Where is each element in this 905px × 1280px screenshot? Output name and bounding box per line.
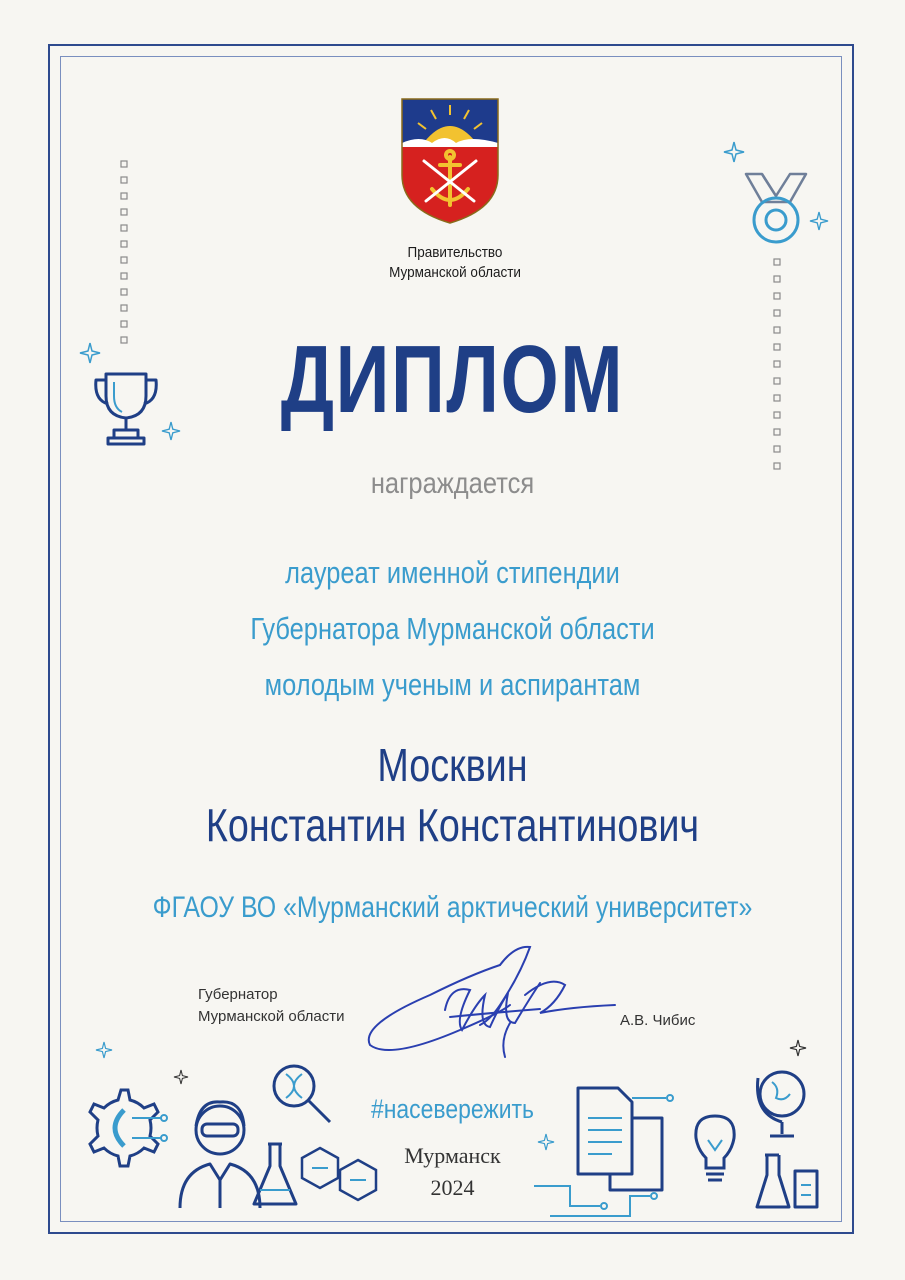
recipient-surname: Москвин: [377, 739, 528, 791]
year: 2024: [430, 1175, 475, 1200]
sparkle-icon: [174, 1070, 188, 1084]
recipient-name: [81, 735, 823, 855]
signatory-position-line-1: Губернатор: [198, 986, 278, 1003]
reason-line-3: молодым ученым и аспирантам: [264, 667, 641, 702]
sparkle-icon: [810, 212, 828, 230]
coat-of-arms-icon: [400, 97, 500, 225]
signature-icon: [350, 935, 630, 1065]
government-line-1: Правительство: [407, 244, 503, 261]
sparkle-icon: [724, 142, 744, 162]
government-line-2: Мурманской области: [389, 264, 521, 281]
recipient-given-names: Константин Константинович: [205, 799, 700, 851]
awarded-label: награждается: [370, 467, 535, 500]
award-reason: [81, 545, 823, 713]
medal-icon: [740, 170, 812, 248]
city-year: [0, 1140, 905, 1204]
signatory-position-line-2: Мурманской области: [198, 1008, 345, 1025]
hashtag: #насевережить: [370, 1094, 535, 1124]
city: Мурманск: [404, 1143, 501, 1168]
sparkle-icon: [80, 343, 100, 363]
sparkle-icon: [96, 1042, 112, 1058]
signatory-name: А.В. Чибис: [620, 1012, 696, 1029]
sparkle-icon: [790, 1040, 806, 1056]
diploma-title: ДИПЛОМ: [280, 326, 625, 433]
organization-name: ФГАОУ ВО «Мурманский арктический университет»: [152, 891, 753, 924]
reason-line-2: Губернатора Мурманской области: [250, 611, 655, 646]
reason-line-1: лауреат именной стипендии: [285, 555, 620, 590]
government-name: [379, 243, 532, 283]
